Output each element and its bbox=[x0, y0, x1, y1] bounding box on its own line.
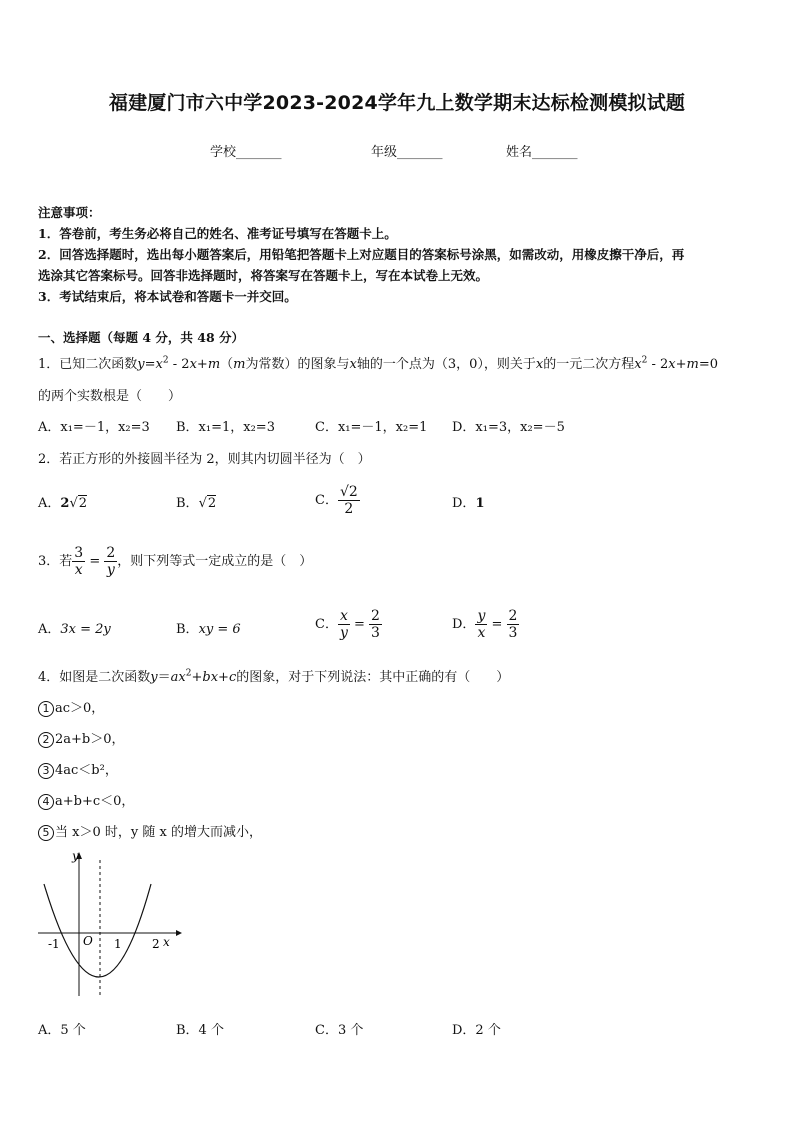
q4-statement-2: 2 2a+b＞0， bbox=[38, 728, 125, 748]
circled-1-icon: 1 bbox=[38, 701, 54, 717]
note-1: 1．答卷前，考生务必将自己的姓名、准考证号填写在答题卡上。 bbox=[38, 226, 397, 241]
q3-option-c[interactable]: C． $\frac{x}{y}$ = $\frac{2}{3}$ bbox=[315, 608, 380, 642]
q1-option-d[interactable]: D．x₁=3，x₂=－5 bbox=[452, 420, 565, 435]
q4-statement-3: 3 4ac＜b²， bbox=[38, 759, 118, 779]
q4-statement-4: 4 a+b+c＜0， bbox=[38, 790, 134, 810]
origin-label: O bbox=[83, 934, 93, 948]
q3-stem: 3．若 $\frac{3}{x}$ = $\frac{2}{y}$ ，则下列等式一定成立的是（ ） bbox=[38, 545, 313, 579]
parabola-curve bbox=[44, 884, 151, 977]
q4-option-d[interactable]: D．2 个 bbox=[452, 1023, 501, 1038]
q4-stem: 4．如图是二次函数$y=ax^2+bx+c$的图象，对于下列说法：其中正确的有（ ） bbox=[38, 668, 510, 685]
section-heading: 一、选择题（每题 4 分，共 48 分） bbox=[38, 330, 245, 345]
x-label: x bbox=[163, 935, 170, 949]
q2-stem: 2．若正方形的外接圆半径为 2，则其内切圆半径为（ ） bbox=[38, 452, 371, 467]
y-label: y bbox=[72, 849, 79, 863]
tick-minus-1: -1 bbox=[48, 937, 60, 951]
page-title: 福建厦门市六中学2023-2024学年九上数学期末达标检测模拟试题 bbox=[108, 92, 686, 114]
q4-option-a[interactable]: A．5 个 bbox=[38, 1023, 86, 1038]
notes-heading: 注意事项： bbox=[38, 205, 101, 220]
x-axis-arrow bbox=[176, 930, 182, 936]
grade-field[interactable]: 年级_______ bbox=[371, 145, 443, 160]
q1-option-b[interactable]: B．x₁=1，x₂=3 bbox=[176, 420, 275, 435]
circled-5-icon: 5 bbox=[38, 825, 54, 841]
tick-1: 1 bbox=[114, 937, 122, 951]
note-2-line-1: 2．回答选择题时，选出每小题答案后，用铅笔把答题卡上对应题目的答案标号涂黑，如需改动，用橡皮擦干净后，再 bbox=[38, 247, 685, 262]
circled-3-icon: 3 bbox=[38, 763, 54, 779]
q2-option-d[interactable]: D．1 bbox=[452, 496, 485, 511]
tick-2: 2 bbox=[152, 937, 160, 951]
note-3: 3．考试结束后，将本试卷和答题卡一并交回。 bbox=[38, 289, 297, 304]
q4-option-b[interactable]: B．4 个 bbox=[176, 1023, 224, 1038]
q2-option-b[interactable]: B．√2 bbox=[176, 496, 217, 511]
circled-4-icon: 4 bbox=[38, 794, 54, 810]
q2-option-c[interactable]: C． $\frac{√2}{2}$ bbox=[315, 484, 358, 518]
note-2-line-2: 选涂其它答案标号。回答非选择题时，将答案写在答题卡上，写在本试卷上无效。 bbox=[38, 268, 489, 283]
circled-2-icon: 2 bbox=[38, 732, 54, 748]
q3-option-b[interactable]: B．xy = 6 bbox=[176, 622, 241, 637]
q4-option-c[interactable]: C．3 个 bbox=[315, 1023, 364, 1038]
q4-statement-5: 5 当 x＞0 时，y 随 x 的增大而减小， bbox=[38, 821, 262, 841]
q2-option-a[interactable]: A．2√2 bbox=[38, 496, 88, 511]
name-field[interactable]: 姓名_______ bbox=[506, 145, 578, 160]
q1-option-a[interactable]: A．x₁=－1，x₂=3 bbox=[38, 420, 150, 435]
school-field[interactable]: 学校_______ bbox=[210, 145, 282, 160]
q1-option-c[interactable]: C．x₁=－1，x₂=1 bbox=[315, 420, 428, 435]
q1-stem-line-2: 的两个实数根是（ ） bbox=[38, 389, 182, 404]
q1-stem: 1．已知二次函数$y=x^2 - 2x+m(m$为常数）的图象与x轴的一个点为（3，0），则关于x的一元二次方程$x^2 - 2x+m=0$ bbox=[38, 355, 719, 372]
q3-option-a[interactable]: A．3x = 2y bbox=[38, 622, 111, 637]
q4-statement-1: 1 ac＞0， bbox=[38, 697, 104, 717]
parabola-graph bbox=[30, 846, 190, 1006]
q3-option-d[interactable]: D． $\frac{y}{x}$ = $\frac{2}{3}$ bbox=[452, 608, 518, 642]
